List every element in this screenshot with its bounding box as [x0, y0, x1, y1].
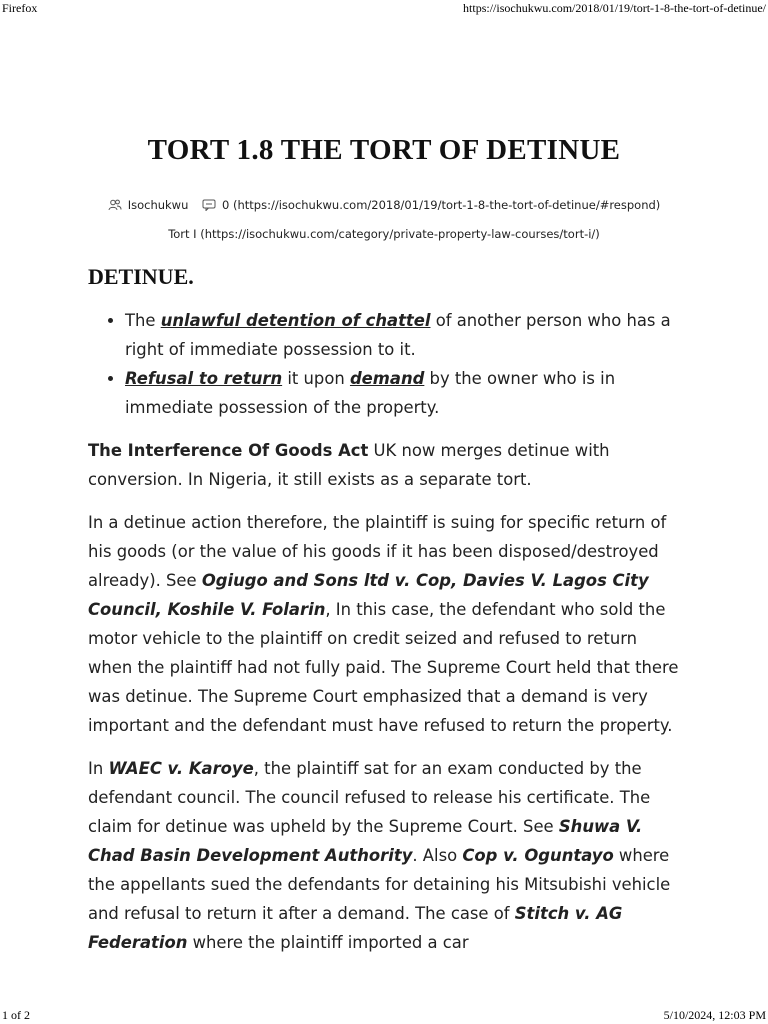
case-citation: Shuwa V. Chad Basin Development Authority [88, 817, 643, 865]
case-citation: Ogiugo and Sons ltd v. Cop, Davies V. Lagos City Council, Koshile V. Folarin [88, 571, 649, 619]
print-header [0, 1, 768, 16]
paragraph [88, 508, 686, 740]
comments-meta[interactable] [202, 198, 660, 212]
paragraph [88, 754, 686, 957]
section-heading: DETINUE. [88, 264, 194, 289]
post-meta [0, 198, 768, 214]
page-count: 1 of 2 [2, 1008, 30, 1022]
browser-name: Firefox [2, 1, 38, 15]
text-run: , the plaintiff sat for an exam conducted by the defendant council. The council refused to release his certificate. The claim for detinue was upheld by the Supreme Court. See [88, 759, 651, 836]
text-run: of another person who has a right of immediate possession to it. [125, 311, 671, 359]
print-footer [0, 1008, 768, 1023]
case-citation: WAEC v. Karoye [108, 759, 254, 778]
text-run: The [125, 311, 161, 330]
comment-icon [202, 199, 216, 211]
definition-list [88, 306, 686, 422]
text-run: where the appellants sued the defendants for detaining his Mitsubishi vehicle and refusal to return it after a demand. The case of [88, 846, 671, 923]
page-title: TORT 1.8 THE TORT OF DETINUE [147, 134, 621, 166]
comments-link[interactable]: 0 (https://isochukwu.com/2018/01/19/tort-1-8-the-tort-of-detinue/#respond) [222, 198, 661, 212]
text-run: , In this case, the defendant who sold the motor vehicle to the plaintiff on credit seized and refused to return when the plaintiff had not fully paid. The Supreme Court held that there was detinue. The Supreme Court emphasized that a demand is very important and the defendant must have refused to return the property. [88, 600, 679, 735]
case-citation: Cop v. Oguntayo [462, 846, 614, 865]
list-item [125, 364, 686, 422]
category-link[interactable]: Tort I (https://isochukwu.com/category/private-property-law-courses/tort-i/) [168, 227, 600, 241]
article-body [88, 262, 686, 971]
users-icon [108, 199, 122, 211]
text-run: where the plaintiff imported a car [187, 933, 469, 952]
list-item [125, 306, 686, 364]
text-run: by the owner who is in immediate possession of the property. [125, 369, 616, 417]
emphasized-term: demand [349, 369, 425, 388]
text-run: In a detinue action therefore, the plaintiff is suing for specific return of his goods (or the value of his goods if it has been disposed/destroyed already). See [88, 513, 667, 590]
emphasized-term: unlawful detention of chattel [160, 311, 431, 330]
act-name: The Interference Of Goods Act [88, 441, 369, 460]
text-run: In [88, 759, 109, 778]
text-run: . Also [412, 846, 463, 865]
category-meta [0, 227, 768, 241]
text-run: UK now merges detinue with conversion. In Nigeria, it still exists as a separate tort. [88, 441, 610, 489]
page-url: https://isochukwu.com/2018/01/19/tort-1-8-the-tort-of-detinue/ [463, 1, 766, 15]
text-run: it upon [282, 369, 350, 388]
author-name[interactable]: Isochukwu [127, 198, 189, 212]
author-meta[interactable] [108, 198, 189, 212]
paragraph [88, 436, 686, 494]
emphasized-term: Refusal to return [125, 369, 283, 388]
case-citation: Stitch v. AG Federation [88, 904, 623, 952]
print-date: 5/10/2024, 12:03 PM [663, 1008, 766, 1022]
